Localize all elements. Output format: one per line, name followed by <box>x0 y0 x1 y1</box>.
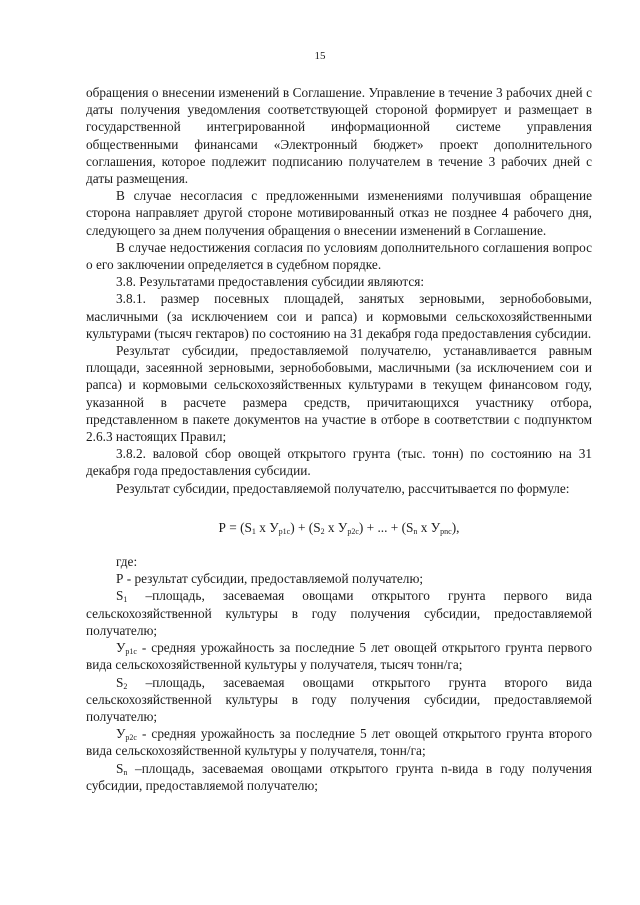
paragraph-3-8-2: 3.8.2. валовой сбор овощей открытого грунта (тыс. тонн) по состоянию на 31 декабря года предоставления субсидии. <box>86 446 592 479</box>
page-number: 15 <box>314 50 326 62</box>
definition-sn: $S_n$ –площадь, засеваемая овощами открытого грунта n-вида в году получения субсидии, предоставляемой получателю; <box>86 760 592 793</box>
definitions <box>86 553 592 794</box>
definition-p: Р - результат субсидии, предоставляемой получателю; <box>116 571 424 587</box>
paragraph-no-agreement: В случае недостижения согласия по условиям дополнительного соглашения вопрос о его заключении определяется в судебном порядке. <box>86 239 592 273</box>
definition-s2: $S_2$ –площадь, засеваемая овощами открытого грунта второго вида сельскохозяйственной культуры в году получения субсидии, предоставляемой получателю; <box>86 674 592 724</box>
paragraph-3-8-1: 3.8.1. размер посевных площадей, занятых зерновыми, зернобобовыми, масличными (за исключением сои и рапса) и кормовыми сельскохозяйственными культурами (тысяч гектаров) по состоянию на 31 декабря года предоставления субсидии. <box>86 291 592 341</box>
document-body <box>86 84 592 794</box>
paragraph-result-formula: Результат субсидии, предоставляемой получателю, рассчитывается по формуле: <box>116 480 570 496</box>
definition-s1: $S_1$ –площадь, засеваемая овощами открытого грунта первого вида сельскохозяйственной культуры в году получения субсидии, предоставляемой получателю; <box>86 588 592 638</box>
formula: $Р = (S_1$ x $У_{p1c}) + (S_2$ x $У_{p2c}$) + ... + ($S_n$ x $У_{pnc}$), <box>218 519 460 536</box>
paragraph-continuation: обращения о внесении изменений в Соглашение. Управление в течение 3 рабочих дней с даты получения уведомления соответствующей стороной формирует и размещает в государственной интегрированной информационной системе управления общественными финансами «Электронный бюджет» проект дополнительного соглашения, которое подлежит подписанию получателем в течение 3 рабочих дней с даты размещения. <box>86 85 592 187</box>
definition-y1: $У_{p1c}$ - средняя урожайность за последние 5 лет овощей открытого грунта первого вида сельскохозяйственной культуры у получателя, тысяч тонн/га; <box>86 640 592 673</box>
definition-y2: $У_{p2c}$ - средняя урожайность за последние 5 лет овощей открытого грунта второго вида сельскохозяйственной культуры у получателя, тонн/га; <box>86 726 592 759</box>
paragraph-result-area: Результат субсидии, предоставляемой получателю, устанавливается равным площади, засеянной зерновыми, зернобобовыми, масличными (за исключением сои и рапса) и кормовыми сельскохозяйственных культурами в текущем финансовом году, указанной в расчете размера средств, причитающихся участнику отбора, представленном в пакете документов на участие в отборе в соответствии с подпунктом 2.6.3 настоящих Правил; <box>86 343 592 445</box>
paragraph-disagreement: В случае несогласия с предложенными изменениями получившая обращение сторона направляет другой стороне мотивированный отказ не позднее 4 рабочего дня, следующего за днем получения обращения о внесении изменений в Соглашение. <box>86 188 592 238</box>
paragraph-3-8: 3.8. Результатами предоставления субсидии являются: <box>116 274 425 290</box>
where-label: где: <box>116 554 138 570</box>
